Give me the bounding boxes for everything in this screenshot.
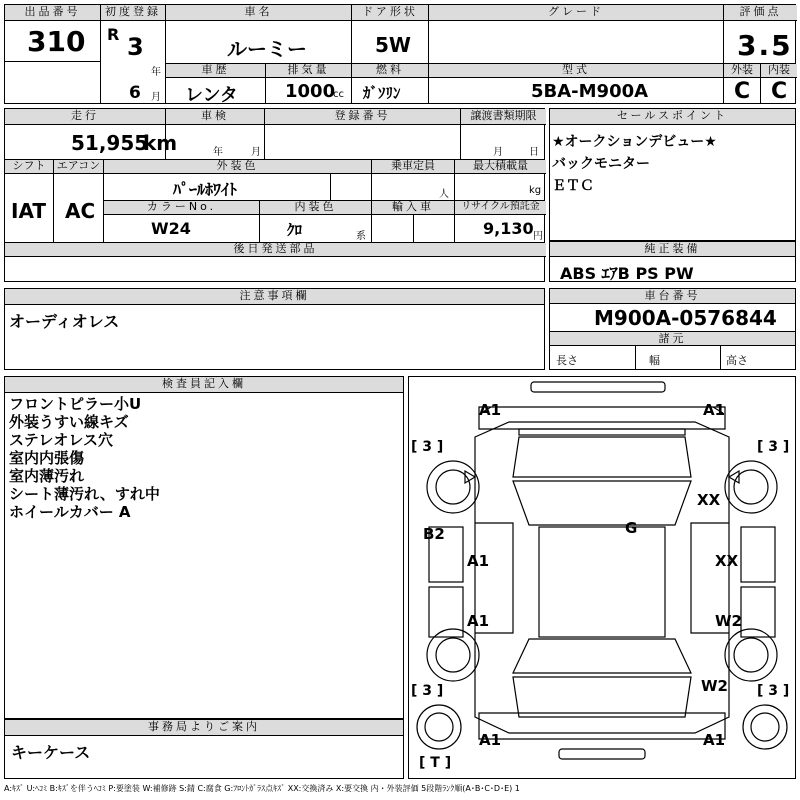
- width-label: 幅: [649, 354, 660, 367]
- exterior-grade-header: 外装: [724, 64, 760, 78]
- fuel-header: 燃料: [352, 64, 428, 78]
- equipment-header: 純正装備: [550, 242, 795, 257]
- inspector-notes: [4, 376, 404, 719]
- inspector-header: 検査員記入欄: [5, 377, 403, 393]
- inspection-year-unit: 年: [213, 147, 223, 158]
- label-tire-fr: [ 3 ]: [757, 439, 790, 455]
- damage-legend: A:ｷｽﾞ U:ﾍｺﾐ B:ｷｽﾞを伴うﾍｺﾐ P:要塗装 W:補修跡 S:錆 C:腐食 G:ﾌﾛﾝﾄｶﾞﾗｽ点ｷｽﾞ XX:交換済み X:要交換 内・外装評価 5段階ﾗﾝｸ順(A･B･C･D･E) 1: [4, 784, 520, 793]
- ac-header: エアコン: [54, 160, 103, 174]
- shift-header: シフト: [5, 160, 53, 174]
- equipment: [549, 241, 796, 282]
- label-b2: B2: [423, 525, 445, 543]
- displacement-value: 1000: [285, 81, 336, 102]
- capacity-unit: 人: [439, 189, 449, 200]
- recycle-value: 9,130: [483, 219, 534, 238]
- shift-value: IAT: [11, 199, 47, 223]
- transfer-day-unit: 日: [529, 147, 539, 158]
- grade-header: グレード: [429, 5, 723, 21]
- car-diagram: [408, 376, 796, 779]
- fuel-value: ｶﾞｿﾘﾝ: [363, 84, 401, 102]
- office-header: 事務局よりご案内: [5, 720, 403, 736]
- color-number-header: カラーNo.: [104, 201, 259, 215]
- top-section: [4, 4, 796, 104]
- max-load-header: 最大積載量: [455, 160, 546, 174]
- height-label: 高さ: [726, 354, 748, 367]
- mileage-unit: km: [143, 131, 178, 155]
- car-name-value: ルーミー: [227, 37, 307, 61]
- label-tire-fl: [ 3 ]: [411, 439, 444, 455]
- chassis-value: M900A-0576844: [594, 306, 777, 330]
- month-unit: 月: [151, 92, 161, 103]
- inspection-header: 車検: [166, 109, 264, 125]
- label-g: G: [625, 519, 638, 537]
- displacement-header: 排気量: [266, 64, 351, 78]
- label-left-front-door: A1: [467, 552, 490, 570]
- registration-number-header: 登録番号: [265, 109, 460, 125]
- era-value: R: [107, 25, 120, 44]
- interior-color-value: ｸﾛ: [287, 221, 303, 239]
- year-unit: 年: [151, 67, 161, 78]
- exterior-color-header: 外装色: [104, 160, 371, 174]
- chassis: [549, 288, 796, 370]
- length-label: 長さ: [556, 354, 578, 367]
- label-front-left: A1: [479, 401, 502, 419]
- lot-number-header: 出品番号: [5, 5, 100, 21]
- car-name-header: 車名: [166, 5, 351, 21]
- lot-number-value: 310: [27, 25, 86, 58]
- label-left-rear-door: A1: [467, 612, 490, 630]
- exterior-color-value: ﾊﾟｰﾙﾎﾜｲﾄ: [173, 180, 238, 199]
- capacity-header: 乗車定員: [372, 160, 454, 174]
- history-header: 車歴: [166, 64, 265, 78]
- inspection-month-unit: 月: [251, 147, 261, 158]
- chassis-header: 車台番号: [550, 289, 795, 304]
- sales-points: [549, 108, 796, 241]
- import-header: 輸入車: [372, 201, 454, 215]
- label-rear-right: A1: [703, 731, 726, 749]
- interior-color-header: 内装色: [260, 201, 371, 215]
- label-tire-rl: [ 3 ]: [411, 683, 444, 699]
- notes-value: オーディオレス: [9, 312, 120, 331]
- vehicle-details: [4, 108, 545, 282]
- transfer-month-unit: 月: [493, 147, 503, 158]
- label-spare: [ T ]: [419, 755, 452, 771]
- displacement-unit: cc: [333, 89, 344, 100]
- history-value: レンタ: [185, 85, 238, 106]
- label-right-front-door: XX: [715, 552, 739, 570]
- notes-header: 注意事項欄: [5, 289, 544, 305]
- interior-grade-value: C: [771, 79, 788, 104]
- sales-points-text: ★オークションデビュー★ バックモニター ＥＴＣ: [552, 134, 717, 194]
- notes: [4, 288, 545, 370]
- model-value: 5BA-M900A: [531, 81, 649, 102]
- rating-value: 3.5: [737, 29, 793, 62]
- month-value: 6: [129, 83, 141, 103]
- mileage-header: 走行: [5, 109, 165, 125]
- label-right-rear-door: W2: [715, 612, 742, 630]
- interior-grade-header: 内装: [761, 64, 797, 78]
- label-xx-top: XX: [697, 491, 721, 509]
- door-header: ドア形状: [352, 5, 428, 21]
- equipment-value: ABS ｴｱB PS PW: [560, 264, 694, 283]
- inspector-text: フロントピラー小U 外装うすい線キズ ステレオレス穴 室内内張傷 室内薄汚れ シート薄汚れ、すれ中 ホイールカバー A: [9, 395, 160, 521]
- recycle-unit: 円: [533, 231, 543, 242]
- rating-header: 評価点: [724, 5, 797, 21]
- car-outline: [409, 377, 795, 778]
- transfer-deadline-header: 譲渡書類期限: [461, 109, 546, 125]
- label-tire-rr: [ 3 ]: [757, 683, 790, 699]
- first-registration-header: 初度登録: [101, 5, 165, 21]
- ac-value: AC: [65, 199, 96, 223]
- recycle-header: リサイクル預託金: [455, 201, 546, 215]
- office-value: キーケース: [11, 743, 91, 762]
- sales-points-header: セールスポイント: [550, 109, 795, 125]
- interior-color-unit: 系: [356, 231, 366, 242]
- max-load-unit: kg: [529, 185, 542, 196]
- door-value: 5W: [375, 33, 411, 57]
- model-header: 型式: [429, 64, 723, 78]
- color-number-value: W24: [151, 219, 191, 238]
- mileage-value: 51,955: [71, 131, 149, 155]
- exterior-grade-value: C: [734, 79, 751, 104]
- dimensions-header: 諸元: [550, 331, 795, 346]
- label-front-right: A1: [703, 401, 726, 419]
- year-value: 3: [127, 33, 144, 61]
- later-parts-header: 後日発送部品: [5, 243, 546, 257]
- office-notes: [4, 719, 404, 779]
- label-right-rear-fender: W2: [701, 677, 728, 695]
- label-rear-left: A1: [479, 731, 502, 749]
